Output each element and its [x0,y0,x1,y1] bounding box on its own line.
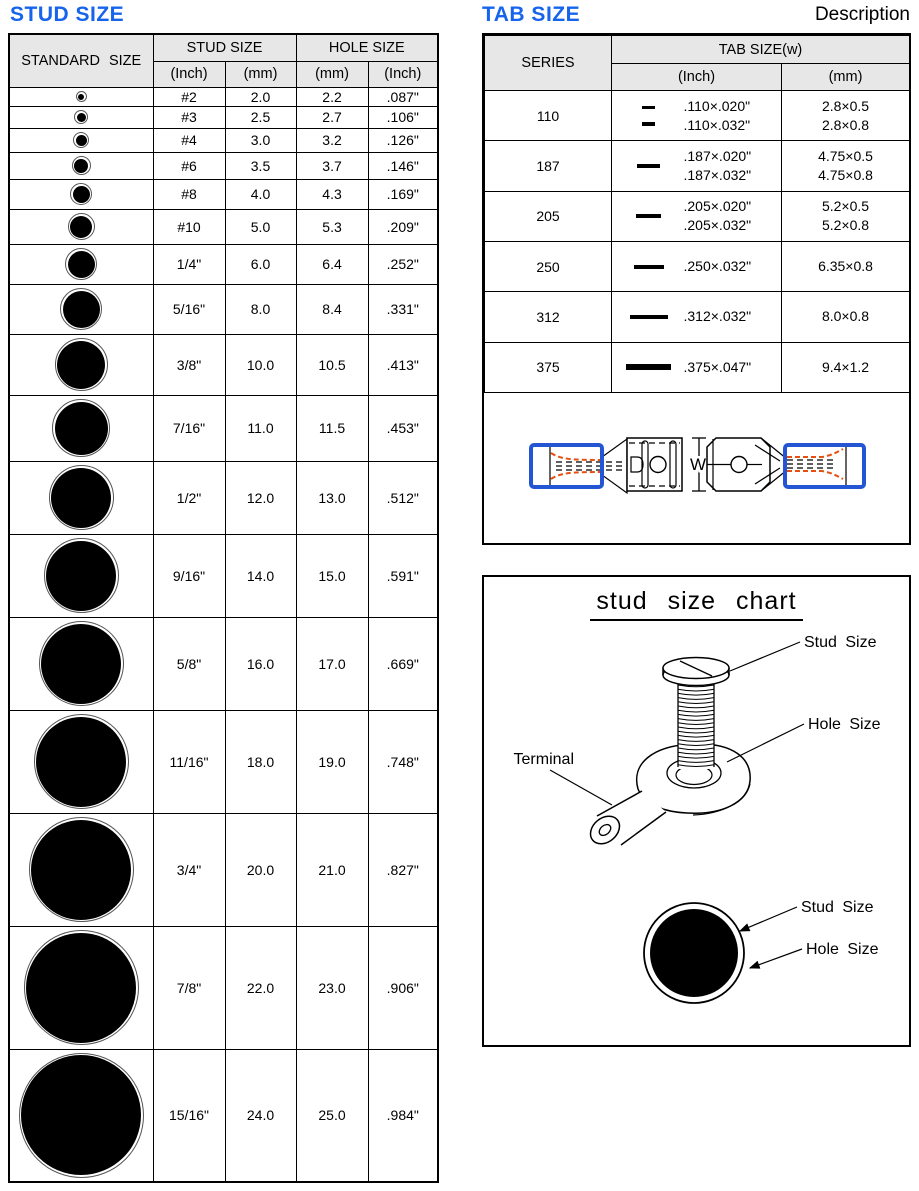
standard-size-cell [9,926,153,1049]
hole-mm-cell: 2.2 [296,87,368,106]
tab-width-bars [626,164,672,168]
tab-mm-values [782,257,909,276]
standard-size-cell [9,284,153,334]
tab-mm-value: 4.75×0.5 [818,147,873,164]
tab-mm-value: 5.2×0.5 [821,198,870,215]
tab-bar-icon [642,122,655,126]
tab-width-bars [626,106,672,126]
standard-size-cell [9,710,153,813]
stud-size-dot-icon [74,159,88,173]
stud-inch-cell: 3/4" [153,813,225,926]
description-label: Description [814,4,910,25]
standard-size-cell [9,395,153,461]
tab-mm-value: 5.2×0.8 [821,217,870,234]
stud-mm-cell: 2.5 [225,106,296,128]
tab-mm-values [782,97,909,135]
hole-size-ring-icon [39,621,124,706]
tab-mm-cell [782,191,910,241]
stud-table-row [9,710,438,813]
standard-size-circle [10,621,153,706]
stud-mm-cell: 3.0 [225,128,296,152]
stud-size-dot-icon [76,135,87,146]
hole-inch-cell: .331" [368,284,438,334]
stud-table-row [9,87,438,106]
stud-size-chart-panel [482,575,911,1047]
hole-inch-cell: .209" [368,209,438,244]
tab-mm-values [782,197,909,235]
tab-mm-value: 9.4×1.2 [821,358,870,375]
tab-inch-cell [612,292,782,342]
stud-table-row [9,106,438,128]
tab-width-bars [626,265,672,269]
hole-inch-cell: .906" [368,926,438,1049]
hole-mm-cell: 4.3 [296,179,368,209]
tab-inch-values [684,97,768,135]
standard-size-circle [10,465,153,530]
stud-size-dot-icon [31,820,131,920]
terminal-leader-line [550,770,612,805]
hole-mm-cell: 13.0 [296,461,368,534]
hole-inch-cell: .087" [368,87,438,106]
tab-inch-content [612,91,781,140]
stud-mm-cell: 3.5 [225,152,296,179]
stud-mm-cell: 16.0 [225,617,296,710]
standard-size-circle [10,183,153,205]
tab-table-row [485,191,910,241]
hole-inch-cell: .146" [368,152,438,179]
tab-inch-content [612,242,781,291]
tab-inch-cell [612,91,782,141]
tab-inch-values [684,147,768,185]
stud-inch-cell: #4 [153,128,225,152]
tab-inch-content [612,192,781,241]
tab-inch-cell [612,342,782,392]
tab-mm-values [782,147,909,185]
terminal-diagram-svg [484,393,909,544]
hole-inch-cell: .252" [368,244,438,284]
hole-inch-cell: .827" [368,813,438,926]
tab-size-group-header: TAB SIZE(w) [612,36,910,64]
hole-size-ring-icon [73,132,89,148]
standard-size-cell [9,179,153,209]
standard-size-cell [9,87,153,106]
stud-size-dot-icon [77,113,86,122]
stud-mm-cell: 20.0 [225,813,296,926]
ring-terminal-icon [585,744,750,850]
tab-bar-icon [637,164,660,168]
stud-table-row [9,813,438,926]
stud-inch-cell: 5/8" [153,617,225,710]
stud-mm-cell: 2.0 [225,87,296,106]
tab-mm-value: 6.35×0.8 [818,258,873,275]
stud-hole-circle-icon [644,903,744,1003]
hole-size-ring-icon [65,248,97,280]
hole-mm-cell: 19.0 [296,710,368,813]
hole-mm-cell: 10.5 [296,334,368,395]
hole-size-ring-icon [72,156,91,175]
standard-size-cell [9,152,153,179]
tab-width-bars [626,364,672,370]
stud-size-dot-icon [26,933,136,1043]
hole-inch-cell: .453" [368,395,438,461]
hole-size-ring-icon [44,538,119,613]
tab-inch-value: .110×.032" [683,116,751,133]
hole-mm-cell: 25.0 [296,1049,368,1182]
standard-size-circle [10,91,153,102]
hole-size-ring-icon [74,110,88,124]
tab-mm-cell [782,141,910,191]
hole-inch-cell: .669" [368,617,438,710]
series-cell: 205 [485,191,612,241]
stud-inch-cell: #10 [153,209,225,244]
series-header: SERIES [485,36,612,91]
tab-inch-value: .187×.032" [683,166,752,183]
hole-mm-cell: 3.2 [296,128,368,152]
terminal-label: Terminal [513,751,574,768]
tab-inch-value: .250×.032" [683,258,752,275]
hole-inch-cell: .126" [368,128,438,152]
tab-mm-values [782,358,909,377]
hole-size-group-header: HOLE SIZE [296,34,438,61]
hole-size-ring-icon [60,288,102,330]
tab-mm-value: 2.8×0.5 [821,97,870,114]
tab-mm-cell [782,342,910,392]
tab-table-row [485,292,910,342]
stud-size-dot-icon [41,624,121,704]
tab-inch-cell [612,191,782,241]
stud-size-dot-icon [51,468,111,528]
tab-width-bars [626,315,672,319]
standard-size-cell [9,106,153,128]
hole-size-ring-icon [68,213,95,240]
hole-size-ring-icon [52,399,110,457]
tab-bar-icon [642,106,655,109]
stud-table-row [9,395,438,461]
stud-mm-cell: 14.0 [225,534,296,617]
stud-table-row [9,1049,438,1182]
stud-inch-cell: #3 [153,106,225,128]
stud-table-row [9,461,438,534]
series-cell: 312 [485,292,612,342]
tab-size-title: TAB SIZE [482,3,581,26]
stud-size-leader-line [730,642,800,671]
hole-size-leader-line [727,724,804,762]
hole-size-ring-icon [34,714,129,809]
stud-inch-cell: 1/2" [153,461,225,534]
hole-mm-cell: 17.0 [296,617,368,710]
hole-mm-header: (mm) [296,61,368,87]
circle-stud-size-label: Stud Size [801,899,874,916]
stud-inch-cell: #2 [153,87,225,106]
standard-size-circle [10,930,153,1045]
tab-mm-cell [782,292,910,342]
female-terminal-icon [531,438,682,493]
standard-size-circle [10,1053,153,1178]
standard-size-circle [10,714,153,809]
tab-table-row [485,91,910,141]
stud-inch-cell: #8 [153,179,225,209]
stud-size-dot-icon [55,402,108,455]
standard-size-cell [9,128,153,152]
hole-mm-cell: 3.7 [296,152,368,179]
standard-size-circle [10,156,153,175]
standard-size-cell [9,209,153,244]
hole-size-ring-icon [24,930,139,1045]
hole-inch-cell: .169" [368,179,438,209]
series-cell: 187 [485,141,612,191]
tab-inch-content [612,292,781,341]
stud-table-row [9,334,438,395]
stud-mm-cell: 10.0 [225,334,296,395]
tab-inch-values [684,307,768,326]
tab-inch-cell [612,241,782,291]
stud-size-dot-icon [73,186,90,203]
stud-table-row [9,926,438,1049]
stud-table-row [9,179,438,209]
stud-mm-cell: 24.0 [225,1049,296,1182]
stud-mm-cell: 18.0 [225,710,296,813]
stud-inch-cell: 7/16" [153,395,225,461]
stud-mm-cell: 4.0 [225,179,296,209]
tab-width-bars [626,214,672,218]
standard-size-cell [9,334,153,395]
tab-table-row [485,241,910,291]
tab-table-row [485,141,910,191]
hole-inch-cell: .512" [368,461,438,534]
stud-size-dot-icon [63,291,100,328]
series-cell: 110 [485,91,612,141]
stud-mm-header: (mm) [225,61,296,87]
stud-inch-cell: 7/8" [153,926,225,1049]
stud-inch-cell: 11/16" [153,710,225,813]
tab-inch-header: (Inch) [612,64,782,91]
stud-size-table [8,33,439,1183]
standard-size-cell [9,617,153,710]
stud-table-row [9,617,438,710]
hole-size-label: Hole Size [808,716,881,733]
stud-table-row [9,152,438,179]
hole-size-ring-icon [55,338,108,391]
stud-mm-cell: 11.0 [225,395,296,461]
tab-inch-value: .187×.020" [683,147,752,164]
standard-size-cell [9,244,153,284]
hole-inch-cell: .748" [368,710,438,813]
standard-size-circle [10,399,153,457]
standard-size-circle [10,817,153,922]
stud-table-row [9,244,438,284]
hole-size-ring-icon [29,817,134,922]
series-cell: 250 [485,241,612,291]
stud-size-dot-icon [57,341,105,389]
stud-size-dot-icon [78,94,84,100]
standard-size-circle [10,538,153,613]
stud-size-title: STUD SIZE [10,3,125,26]
standard-size-cell [9,1049,153,1182]
hole-mm-cell: 2.7 [296,106,368,128]
standard-size-circle [10,213,153,240]
stud-inch-header: (Inch) [153,61,225,87]
series-cell: 375 [485,342,612,392]
standard-size-circle [10,132,153,148]
stud-table-row [9,209,438,244]
hole-size-ring-icon [19,1053,144,1178]
stud-inch-cell: 9/16" [153,534,225,617]
stud-inch-cell: 3/8" [153,334,225,395]
tab-bar-icon [626,364,671,370]
tab-inch-value: .205×.032" [683,217,752,234]
hole-mm-cell: 11.5 [296,395,368,461]
stud-mm-cell: 6.0 [225,244,296,284]
terminal-diagram [484,393,909,544]
tab-bar-icon [630,315,668,319]
stud-size-group-header: STUD SIZE [153,34,296,61]
tab-inch-value: .375×.047" [683,358,752,375]
circle-hole-size-label: Hole Size [806,941,879,958]
tab-inch-values [684,197,768,235]
standard-size-circle [10,288,153,330]
hole-size-ring-icon [70,183,92,205]
tab-inch-content [612,343,781,392]
stud-table-row [9,128,438,152]
stud-inch-cell: 15/16" [153,1049,225,1182]
stud-table-row [9,284,438,334]
tab-inch-value: .110×.020" [683,97,751,114]
tab-table-row [485,342,910,392]
circle-hole-arrow [750,949,802,968]
hole-mm-cell: 5.3 [296,209,368,244]
stud-size-label: Stud Size [804,634,877,651]
male-terminal-icon [707,438,864,491]
standard-size-circle [10,248,153,280]
tab-inch-value: .205×.020" [683,198,752,215]
standard-size-cell [9,813,153,926]
standard-size-cell [9,461,153,534]
stud-mm-cell: 12.0 [225,461,296,534]
stud-size-chart-svg [484,621,909,1025]
tab-mm-values [782,307,909,326]
tab-inch-value: .312×.032" [683,308,752,325]
stud-mm-cell: 22.0 [225,926,296,1049]
stud-table-row [9,534,438,617]
standard-size-header: STANDARD SIZE [9,34,153,87]
hole-inch-cell: .591" [368,534,438,617]
hole-mm-cell: 8.4 [296,284,368,334]
tab-mm-value: 4.75×0.8 [818,166,873,183]
tab-size-panel [482,33,911,545]
tab-mm-value: 8.0×0.8 [821,308,870,325]
tab-inch-values [684,257,768,276]
standard-size-circle [10,110,153,124]
stud-inch-cell: #6 [153,152,225,179]
stud-size-dot-icon [68,251,95,278]
tab-bar-icon [634,265,664,269]
hole-mm-cell: 23.0 [296,926,368,1049]
width-dimension [690,438,706,491]
stud-mm-cell: 5.0 [225,209,296,244]
standard-size-cell [9,534,153,617]
hole-inch-header: (Inch) [368,61,438,87]
tab-mm-value: 2.8×0.8 [821,116,870,133]
hole-inch-cell: .984" [368,1049,438,1182]
tab-inch-cell [612,141,782,191]
stud-mm-cell: 8.0 [225,284,296,334]
hole-size-ring-icon [76,91,87,102]
stud-size-dot-icon [21,1055,141,1175]
tab-inch-values [684,358,768,377]
width-dimension-label: W [689,455,707,474]
tab-mm-cell [782,241,910,291]
stud-size-dot-icon [70,216,92,238]
stud-inch-cell: 1/4" [153,244,225,284]
hole-mm-cell: 15.0 [296,534,368,617]
standard-size-circle [10,338,153,391]
tab-mm-header: (mm) [782,64,910,91]
stud-size-dot-icon [46,541,116,611]
circle-stud-arrow [740,907,797,931]
stud-inch-cell: 5/16" [153,284,225,334]
hole-size-ring-icon [49,465,114,530]
stud-size-dot-icon [36,717,126,807]
hole-mm-cell: 21.0 [296,813,368,926]
tab-size-table [484,35,910,393]
stud-size-chart-title: stud size chart [590,587,802,621]
hole-inch-cell: .413" [368,334,438,395]
hole-mm-cell: 6.4 [296,244,368,284]
tab-bar-icon [636,214,661,218]
hole-inch-cell: .106" [368,106,438,128]
tab-inch-content [612,141,781,190]
tab-mm-cell [782,91,910,141]
